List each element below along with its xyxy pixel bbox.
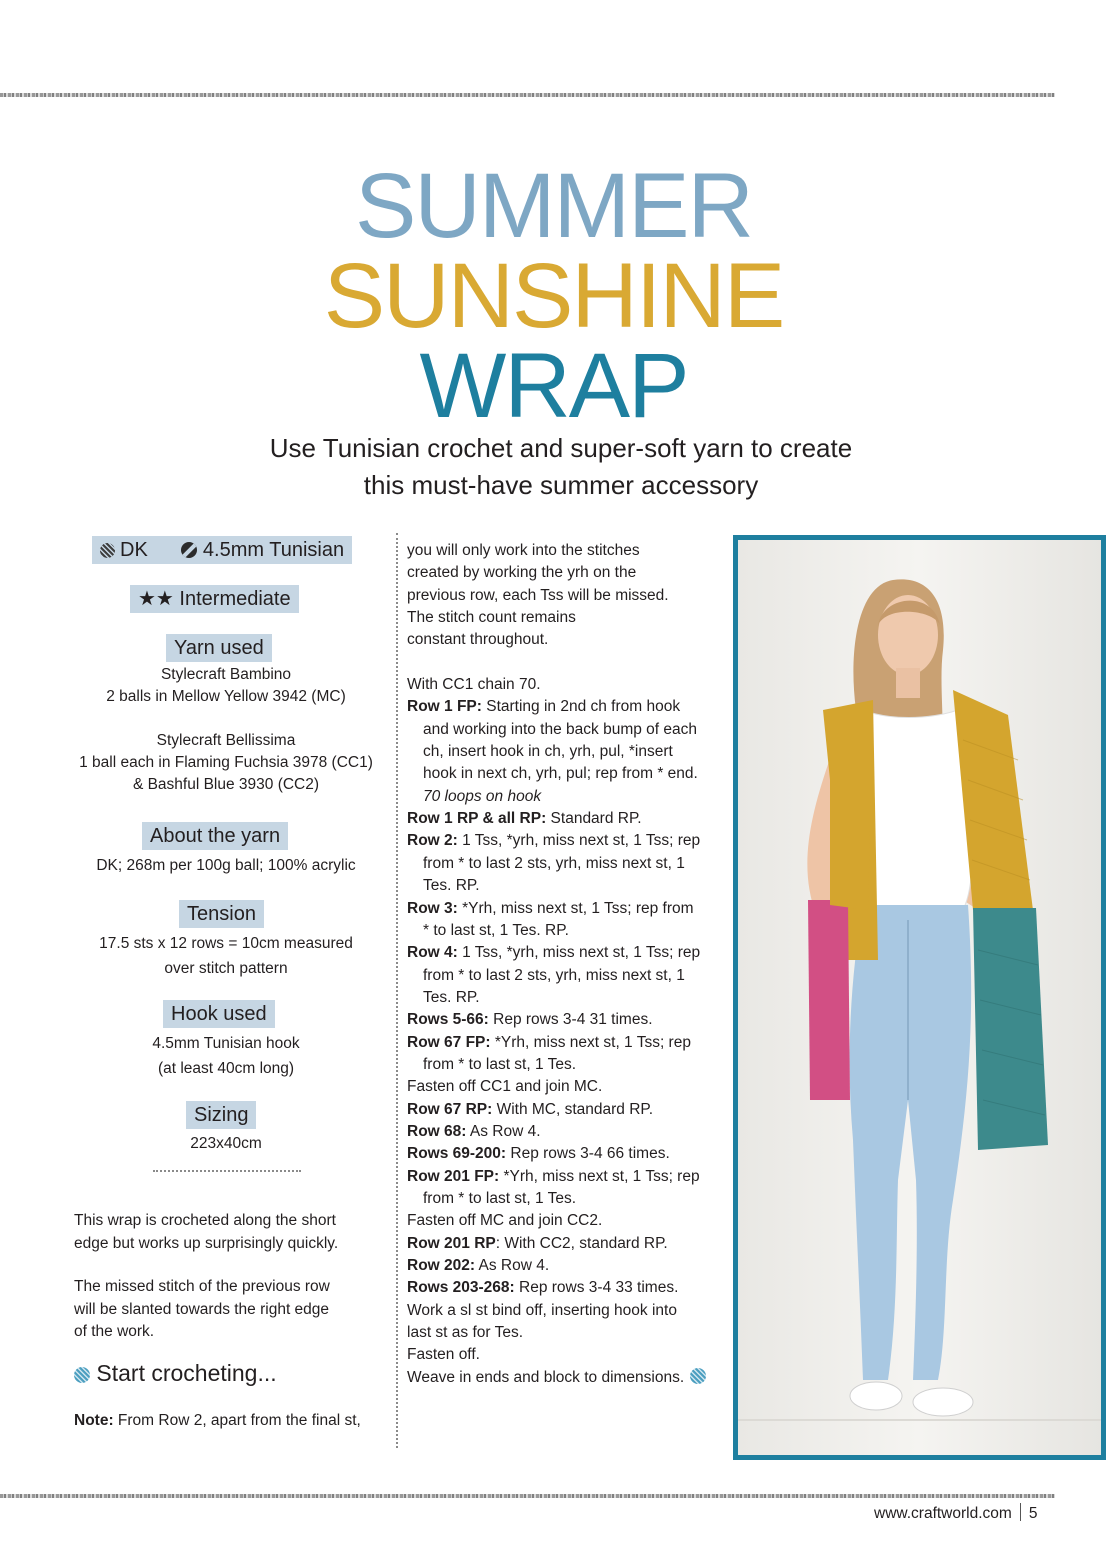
yarn-line: 2 balls in Mellow Yellow 3942 (MC) (106, 688, 346, 705)
weight-label: DK (120, 539, 148, 561)
sizing-text: 223x40cm (190, 1135, 262, 1152)
specs-tag (92, 536, 352, 564)
subtitle-line-2: this must-have summer accessory (363, 470, 759, 500)
intro-line: This wrap is crocheted along the short (74, 1212, 336, 1229)
pattern-line (407, 696, 727, 718)
pattern-line (407, 1300, 727, 1322)
hook-label: 4.5mm Tunisian (202, 539, 345, 561)
pattern-line (407, 1233, 727, 1255)
pattern-text: Fasten off CC1 and join MC. (407, 1078, 603, 1096)
pattern-text: *Yrh, miss next st, 1 Tss; rep from (457, 899, 694, 917)
tension-info (60, 931, 392, 981)
title-line-1: SUMMER (355, 155, 752, 257)
pattern-text: Work a sl st bind off, inserting hook into (407, 1301, 677, 1319)
start-crocheting-heading (74, 1360, 277, 1387)
pattern-text: Tes. RP. (423, 877, 480, 895)
pattern-line (407, 1255, 727, 1277)
pattern-instructions (407, 540, 727, 1389)
pattern-text: : With CC2, standard RP. (495, 1234, 668, 1252)
pattern-text: Fasten off. (407, 1346, 480, 1364)
website-link[interactable]: www.craftworld.com (874, 1505, 1012, 1522)
top-decorative-rule (0, 93, 1055, 97)
pattern-line (407, 1121, 727, 1143)
yarn-line: & Bashful Blue 3930 (CC2) (132, 776, 320, 793)
pattern-line (407, 629, 727, 651)
pattern-row-label: Row 201 RP (407, 1234, 496, 1252)
note-label: Note: (74, 1412, 114, 1429)
pattern-row-label: Rows 5-66: (407, 1011, 489, 1029)
end-yarn-ball-icon (690, 1368, 706, 1384)
pattern-line (407, 1099, 727, 1121)
pattern-text: *Yrh, miss next st, 1 Tss; rep (499, 1167, 700, 1185)
pattern-text: last st as for Tes. (407, 1324, 524, 1342)
hook-used-heading: Hook used (163, 1000, 275, 1028)
footer-separator (1020, 1503, 1021, 1521)
pattern-row-label: Row 4: (407, 944, 458, 962)
pattern-line (407, 965, 727, 987)
subtitle-line-1: Use Tunisian crochet and super-soft yarn to create (269, 433, 853, 463)
pattern-text: As Row 4. (475, 1257, 550, 1274)
yarn-ball-icon (74, 1367, 90, 1383)
level-label: Intermediate (179, 588, 291, 610)
pattern-text: * to last st, 1 Tes. RP. (423, 921, 569, 939)
about-yarn-text: DK; 268m per 100g ball; 100% acrylic (96, 857, 356, 874)
pattern-row-label: Row 67 FP: (407, 1033, 491, 1051)
level-stars: ★★ (138, 588, 174, 610)
pattern-line (407, 920, 727, 942)
page-number: 5 (1028, 1505, 1038, 1522)
pattern-text: 1 Tss, *yrh, miss next st, 1 Tss; rep (457, 832, 701, 850)
intro-line: edge but works up surprisingly quickly. (74, 1234, 339, 1252)
note-text: From Row 2, apart from the final st, (113, 1412, 361, 1429)
pattern-text: Standard RP. (546, 810, 642, 828)
pattern-text: from * to last 2 sts, yrh, miss next st, 1 (423, 854, 685, 872)
about-yarn-heading: About the yarn (142, 822, 288, 850)
pattern-line (407, 786, 727, 808)
pattern-text: from * to last st, 1 Tes. (423, 1189, 577, 1207)
pattern-text: previous row, each Tss will be missed. (407, 586, 669, 604)
yarn-used-heading: Yarn used (166, 634, 272, 662)
pattern-text: *Yrh, miss next st, 1 Tss; rep (490, 1033, 691, 1051)
pattern-row-label: Row 67 RP: (407, 1100, 493, 1118)
pattern-line (407, 763, 727, 785)
pattern-row-label: Row 201 FP: (407, 1167, 500, 1185)
start-heading-text: Start crocheting... (96, 1360, 277, 1386)
pattern-line (407, 1166, 727, 1188)
yarn-line: 1 ball each in Flaming Fuchsia 3978 (CC1) (79, 754, 373, 771)
pattern-line (407, 719, 727, 741)
pattern-line (407, 808, 727, 830)
pattern-row-label: Row 202: (407, 1257, 476, 1274)
intro-line: of the work. (74, 1323, 155, 1340)
pattern-text: With CC1 chain 70. (407, 676, 541, 694)
pattern-line (407, 1009, 727, 1031)
hook-line: (at least 40cm long) (157, 1060, 295, 1077)
pattern-text: Tes. RP. (423, 988, 480, 1006)
title-line-3: WRAP (419, 335, 688, 437)
pattern-text: Rep rows 3-4 33 times. (514, 1279, 679, 1297)
intro-line: The missed stitch of the previous row (74, 1278, 330, 1295)
pattern-text: With MC, standard RP. (492, 1100, 654, 1118)
tension-line: 17.5 sts x 12 rows = 10cm measured (99, 935, 353, 952)
yarn-used-info (60, 664, 392, 796)
pattern-line (407, 1344, 727, 1366)
crochet-hook-icon (181, 542, 197, 558)
pattern-line (407, 987, 727, 1009)
pattern-text: constant throughout. (407, 631, 549, 649)
model-illustration (738, 540, 1101, 1455)
sizing-heading: Sizing (186, 1101, 256, 1129)
hook-line: 4.5mm Tunisian hook (152, 1035, 300, 1052)
pattern-text: 1 Tss, *yrh, miss next st, 1 Tss; rep (457, 944, 701, 962)
column-divider (396, 533, 398, 1448)
pattern-line (407, 1210, 727, 1232)
note (74, 1410, 361, 1432)
page-footer (874, 1503, 1037, 1523)
pattern-text: Fasten off MC and join CC2. (407, 1212, 603, 1230)
intro-paragraph-1 (74, 1210, 384, 1255)
pattern-line (407, 741, 727, 763)
pattern-text: hook in next ch, yrh, pul; rep from * end. (423, 765, 698, 783)
subtitle (0, 430, 1107, 504)
pattern-line (407, 875, 727, 897)
pattern-text: The stitch count remains (407, 609, 576, 627)
model-photo (733, 535, 1106, 1460)
pattern-text: from * to last st, 1 Tes. (423, 1055, 577, 1073)
pattern-line (407, 607, 727, 629)
pattern-text: you will only work into the stitches (407, 542, 640, 559)
pattern-row-label: Rows 69-200: (407, 1145, 507, 1163)
tension-heading: Tension (179, 900, 264, 928)
pattern-text: and working into the back bump of each (423, 720, 698, 738)
pattern-line (407, 585, 727, 607)
level-tag (130, 585, 299, 613)
pattern-text: Weave in ends and block to dimensions. (407, 1368, 685, 1386)
pattern-line (407, 1367, 727, 1389)
yarn-ball-icon (100, 543, 115, 558)
pattern-row-label: Row 3: (407, 899, 458, 917)
pattern-line (407, 652, 727, 674)
pattern-row-label: Row 2: (407, 832, 458, 850)
pattern-text: Rep rows 3-4 31 times. (488, 1011, 653, 1029)
tension-line: over stitch pattern (164, 960, 288, 977)
pattern-line (407, 898, 727, 920)
dotted-separator (153, 1170, 301, 1172)
title-line-2: SUNSHINE (323, 245, 784, 347)
pattern-line (407, 1076, 727, 1098)
pattern-line (407, 1032, 727, 1054)
pattern-text: from * to last 2 sts, yrh, miss next st, 1 (423, 966, 685, 984)
yarn-line: Stylecraft Bellissima (156, 732, 296, 749)
yarn-line-spacer (60, 708, 392, 730)
yarn-line: Stylecraft Bambino (160, 666, 292, 683)
pattern-line (407, 1143, 727, 1165)
pattern-text: Rep rows 3-4 66 times. (506, 1145, 670, 1163)
pattern-line (407, 853, 727, 875)
pattern-text: Starting in 2nd ch from hook (481, 698, 681, 716)
bottom-decorative-rule (0, 1494, 1055, 1498)
pattern-line (407, 1054, 727, 1076)
pattern-line (407, 1322, 727, 1344)
intro-line: will be slanted towards the right edge (74, 1300, 330, 1318)
pattern-line (407, 540, 727, 562)
pattern-row-label: Row 1 FP: (407, 698, 482, 716)
pattern-row-label: Rows 203-268: (407, 1279, 515, 1297)
hook-used-info (60, 1031, 392, 1081)
intro-paragraph-2 (74, 1276, 384, 1344)
pattern-text: ch, insert hook in ch, yrh, pul, *insert (423, 743, 673, 761)
pattern-line (407, 942, 727, 964)
pattern-text: As Row 4. (466, 1122, 541, 1140)
pattern-row-label: Row 68: (407, 1122, 467, 1140)
pattern-line (407, 562, 727, 584)
pattern-row-label: Row 1 RP & all RP: (407, 810, 547, 828)
pattern-text: created by working the yrh on the (407, 564, 637, 582)
pattern-italic-note: 70 loops on hook (423, 787, 542, 805)
pattern-line (407, 830, 727, 852)
pattern-line (407, 1277, 727, 1299)
pattern-line (407, 1188, 727, 1210)
pattern-line (407, 674, 727, 696)
